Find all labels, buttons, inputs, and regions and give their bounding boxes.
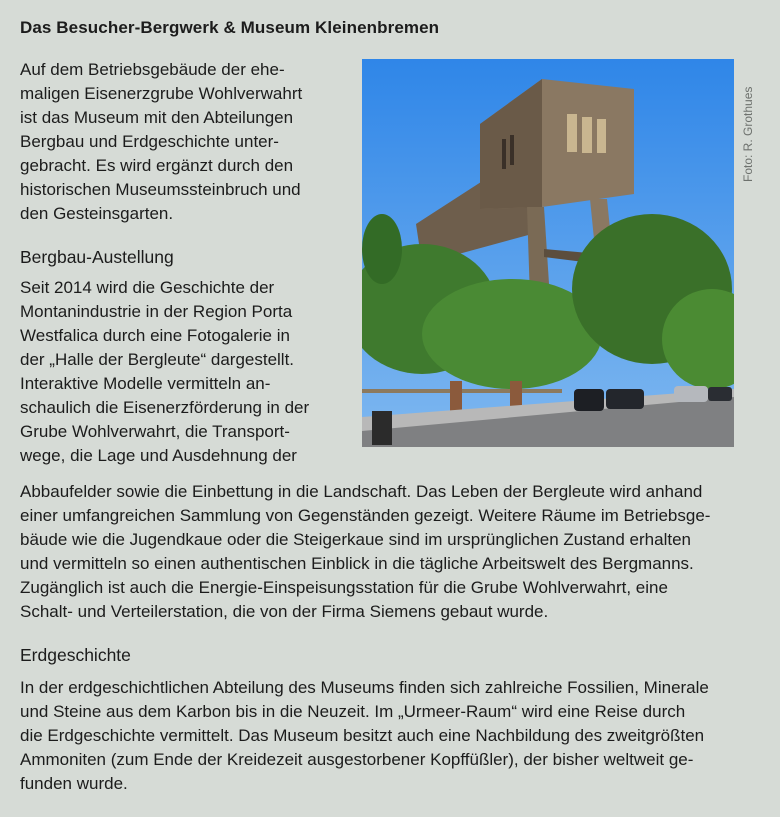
museum-building-photo — [362, 59, 734, 447]
section-heading-erdgeschichte: Erdgeschichte — [20, 645, 131, 665]
photo-credit: Foto: R. Grothues — [741, 86, 755, 182]
text-line: Bergbau und Erdgeschichte unter- — [20, 132, 279, 151]
text-line: In der erdgeschichtlichen Abteilung des Museums finden sich zahlreiche Fossilien, Minerale — [20, 678, 709, 697]
bergbau-paragraph-wide — [20, 480, 760, 624]
text-line: funden wurde. — [20, 774, 128, 793]
text-line: Interaktive Modelle vermitteln an- — [20, 374, 271, 393]
text-line: Grube Wohlverwahrt, die Transport- — [20, 422, 290, 441]
text-line: wege, die Lage und Ausdehnung der — [20, 446, 297, 465]
text-line: historischen Museumssteinbruch und — [20, 180, 301, 199]
text-line: und Steine aus dem Karbon bis in die Neuzeit. Im „Urmeer-Raum“ wird eine Reise durch — [20, 702, 686, 721]
text-line: maligen Eisenerzgrube Wohlverwahrt — [20, 84, 303, 103]
text-line: Auf dem Betriebsgebäude der ehe- — [20, 60, 285, 79]
text-line: schaulich die Eisenerzförderung in der — [20, 398, 310, 417]
intro-paragraph — [20, 58, 340, 226]
text-line: ist das Museum mit den Abteilungen — [20, 108, 294, 127]
text-line: Abbaufelder sowie die Einbettung in die Landschaft. Das Leben der Bergleute wird anhand — [20, 482, 703, 501]
text-line: Westfalica durch eine Fotogalerie in — [20, 326, 290, 345]
text-line: Seit 2014 wird die Geschichte der — [20, 278, 275, 297]
text-line: Ammoniten (zum Ende der Kreidezeit ausgestorbener Kopffüßler), der bisher weltweit ge- — [20, 750, 694, 769]
text-line: und vermitteln so einen authentischen Einblick in die tägliche Arbeitswelt des Bergmanns. — [20, 554, 694, 573]
text-line: Zugänglich ist auch die Energie-Einspeisungsstation für die Grube Wohlverwahrt, eine — [20, 578, 668, 597]
article-title: Das Besucher-Bergwerk & Museum Kleinenbremen — [20, 18, 440, 37]
text-line: die Erdgeschichte vermittelt. Das Museum besitzt auch eine Nachbildung des zweitgrößten — [20, 726, 705, 745]
text-line: gebracht. Es wird ergänzt durch den — [20, 156, 294, 175]
section-heading-bergbau: Bergbau-Austellung — [20, 247, 174, 267]
text-line: Schalt- und Verteilerstation, die von der Firma Siemens gebaut wurde. — [20, 602, 549, 621]
text-line: Montanindustrie in der Region Porta — [20, 302, 293, 321]
erdgeschichte-paragraph — [20, 676, 760, 796]
text-line: einer umfangreichen Sammlung von Gegenständen gezeigt. Weitere Räume im Betriebsge- — [20, 506, 711, 525]
bergbau-paragraph-narrow — [20, 276, 335, 468]
text-line: der „Halle der Bergleute“ dargestellt. — [20, 350, 295, 369]
text-line: bäude wie die Jugendkaue oder die Steigerkaue sind im ursprünglichen Zustand erhalten — [20, 530, 691, 549]
text-line: den Gesteinsgarten. — [20, 204, 174, 223]
